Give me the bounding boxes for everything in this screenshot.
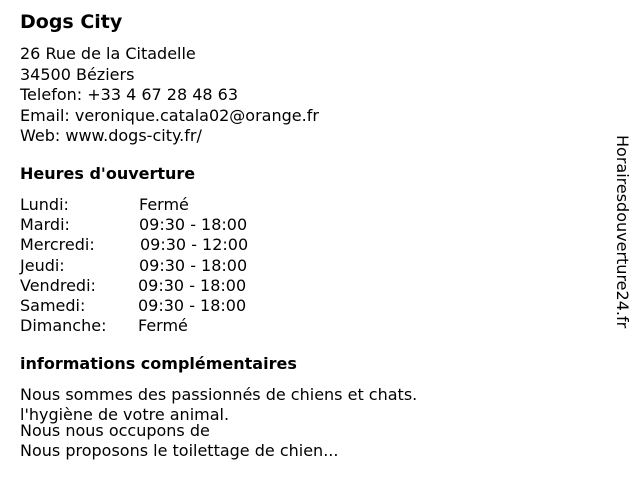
day-label: Dimanche: (20, 316, 107, 336)
day-hours: 09:30 - 18:00 (139, 255, 248, 275)
description-line: l'hygiène de votre animal. (20, 405, 230, 424)
day-hours: 09:30 - 18:00 (138, 295, 247, 315)
day-hours: 09:30 - 12:00 (140, 235, 249, 255)
address-line-city: 34500 Béziers (20, 64, 135, 84)
day-hours: 09:30 - 18:00 (139, 215, 248, 235)
phone-number: Telefon: +33 4 67 28 48 63 (20, 85, 239, 104)
day-hours: Fermé (139, 195, 189, 214)
description-line: Nous proposons le toilettage de chien... (20, 441, 339, 460)
day-label: Lundi: (20, 195, 69, 214)
description-line: Nous sommes des passionnés de chiens et chats. (20, 385, 418, 404)
day-label: Vendredi: (20, 275, 96, 295)
business-name: Dogs City (20, 11, 123, 33)
watermark-text: Horairesdouverture24.fr (613, 135, 632, 329)
opening-hours-heading: Heures d'ouverture (20, 164, 196, 183)
site-watermark (612, 135, 634, 345)
day-hours: Fermé (138, 316, 188, 336)
email-address: Email: veronique.catala02@orange.fr (20, 105, 319, 125)
day-label: Mercredi: (20, 235, 95, 255)
contact-info (20, 44, 319, 147)
day-label: Mardi: (20, 215, 70, 235)
description-line: Nous nous occupons de (20, 421, 210, 440)
additional-info-heading: informations complémentaires (20, 354, 297, 373)
website-url: Web: www.dogs-city.fr/ (20, 126, 202, 145)
day-hours: 09:30 - 18:00 (138, 275, 247, 295)
day-label: Samedi: (20, 295, 86, 315)
day-label: Jeudi: (20, 255, 65, 275)
address-line-street: 26 Rue de la Citadelle (20, 44, 196, 63)
